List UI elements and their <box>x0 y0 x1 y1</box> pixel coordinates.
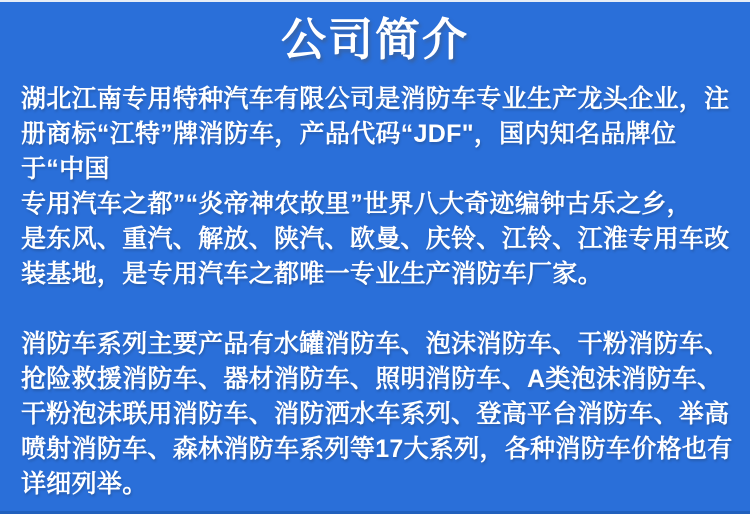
intro-line: 消防车系列主要产品有水罐消防车、泡沫消防车、干粉消防车、 <box>21 330 730 358</box>
intro-line: 干粉泡沫联用消防车、消防洒水车系列、登高平台消防车、举高 <box>21 400 730 428</box>
intro-line: 是东风、重汽、解放、陕汽、欧曼、庆铃、江铃、江淮专用车改 <box>21 225 730 253</box>
intro-line: 专用汽车之都”“炎帝神农故里”世界八大奇迹编钟古乐之乡， <box>21 190 692 218</box>
intro-paragraph-2 <box>21 327 733 502</box>
intro-line: 湖北江南专用特种汽车有限公司是消防车专业生产龙头企业，注 <box>21 85 730 113</box>
intro-content <box>0 80 750 502</box>
intro-paragraph-1 <box>21 82 730 292</box>
intro-line: 于“中国 <box>21 155 110 183</box>
intro-line: 装基地，是专用汽车之都唯一专业生产消防车厂家。 <box>21 260 603 288</box>
intro-line: 抢险救援消防车、器材消防车、照明消防车、A类泡沫消防车、 <box>21 365 723 393</box>
intro-line: 册商标“江特”牌消防车，产品代码“JDF"，国内知名品牌位 <box>21 120 677 148</box>
page-title: 公司简介 <box>280 14 469 65</box>
intro-line: 详细列举。 <box>21 470 148 498</box>
intro-line: 喷射消防车、森林消防车系列等17大系列，各种消防车价格也有 <box>21 435 733 463</box>
